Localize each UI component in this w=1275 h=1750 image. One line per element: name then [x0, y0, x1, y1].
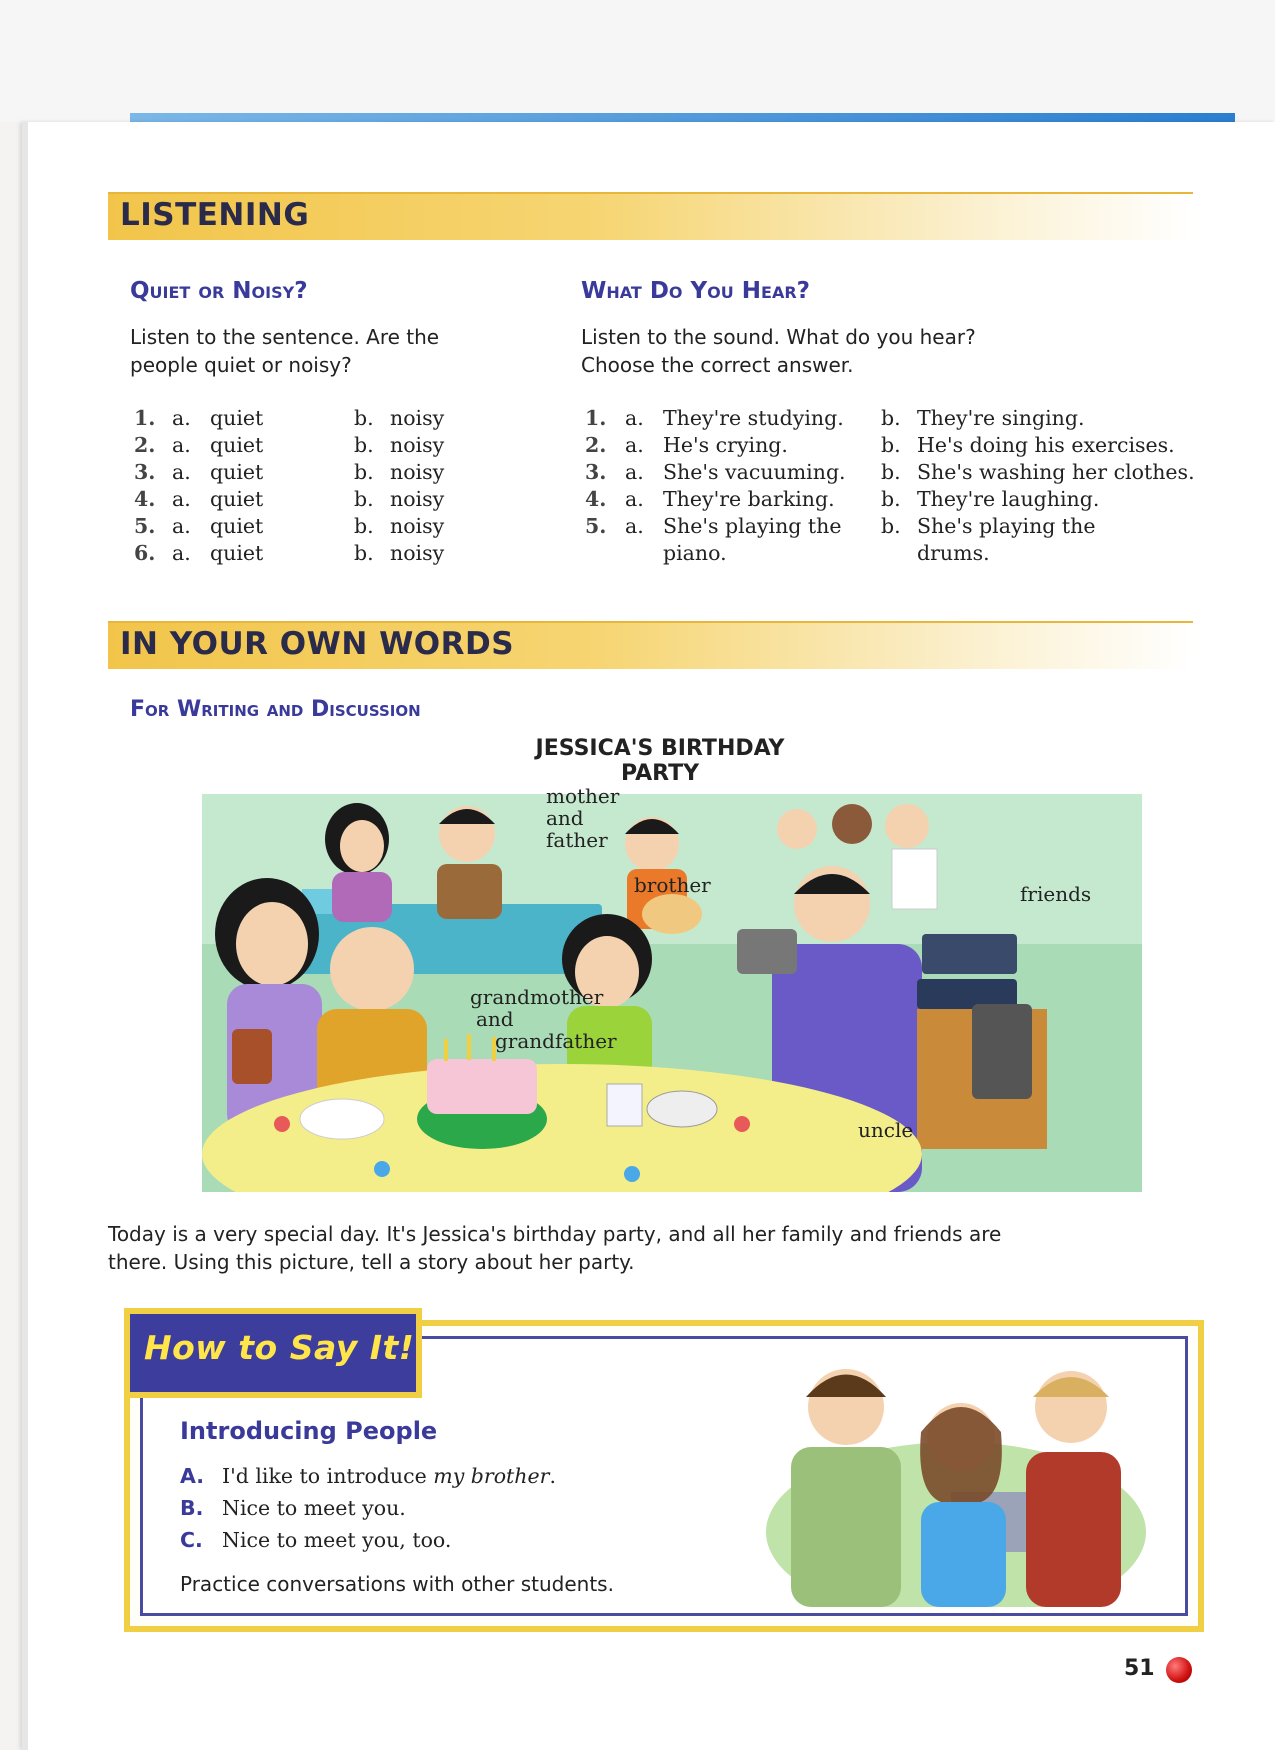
option-letter: a.: [172, 541, 191, 565]
instruction-line: Choose the correct answer.: [581, 353, 854, 377]
birthday-cake: [427, 1059, 537, 1114]
table-dot: [624, 1166, 640, 1182]
label-line: grandfather: [495, 1029, 617, 1053]
option-text: noisy: [390, 487, 445, 511]
option-text: noisy: [390, 406, 445, 430]
option-text: She's washing her clothes.: [917, 460, 1195, 484]
option-letter: b.: [354, 541, 374, 565]
cake-slice-plate: [300, 1099, 384, 1139]
option-text: They're barking.: [663, 487, 835, 511]
item-number: 6.: [134, 541, 156, 565]
story-prompt: [108, 1220, 1158, 1276]
option-text: piano.: [663, 541, 727, 565]
video-camera: [737, 929, 797, 974]
boy-body: [1026, 1452, 1121, 1607]
option-text: He's doing his exercises.: [917, 433, 1175, 457]
item-number: 5.: [585, 514, 607, 538]
list-item: [585, 433, 1225, 460]
conversation-text: [222, 1464, 556, 1488]
table-dot: [274, 1116, 290, 1132]
list-item: [134, 541, 464, 568]
option-letter: a.: [172, 487, 191, 511]
guitar: [642, 894, 702, 934]
option-text: They're singing.: [917, 406, 1085, 430]
introduction-illustration: [766, 1352, 1146, 1607]
list-item: [134, 406, 464, 433]
instruction-line: people quiet or noisy?: [130, 353, 352, 377]
instruction-line: Listen to the sentence. Are the: [130, 325, 440, 349]
option-letter: a.: [625, 514, 644, 538]
grandmother-mug: [232, 1029, 272, 1084]
option-letter: b.: [881, 487, 901, 511]
option-text: quiet: [210, 460, 264, 484]
list-item: [134, 433, 464, 460]
list-item: [134, 460, 464, 487]
candle: [444, 1039, 448, 1061]
man-body: [791, 1447, 901, 1607]
option-text: She's playing the: [663, 514, 842, 538]
what-do-you-hear-title: What Do You Hear?: [581, 278, 811, 304]
own-words-banner-title: IN YOUR OWN WORDS: [120, 626, 515, 662]
option-letter: b.: [881, 433, 901, 457]
mother-face: [340, 820, 384, 872]
list-item: [585, 406, 1225, 433]
option-letter: a.: [172, 406, 191, 430]
page-marker-dot: [1166, 1657, 1192, 1683]
top-margin: [0, 0, 1275, 122]
option-letter: a.: [625, 406, 644, 430]
option-text: quiet: [210, 487, 264, 511]
page-number: 51: [1124, 1656, 1155, 1681]
conversation-text-part: I'd like to introduce: [222, 1464, 434, 1488]
how-to-say-it-tab-inner: [130, 1314, 416, 1392]
what-do-you-hear-instructions: [581, 323, 976, 379]
woman-hair: [920, 1407, 1002, 1502]
listening-banner-title: LISTENING: [120, 197, 310, 233]
option-text: drums.: [917, 541, 990, 565]
item-number: 1.: [134, 406, 156, 430]
label-line: and: [476, 1007, 514, 1031]
grandfather-face: [330, 927, 414, 1011]
option-text: quiet: [210, 514, 264, 538]
option-letter: a.: [172, 433, 191, 457]
speaker-letter: A.: [180, 1464, 205, 1488]
birthday-party-illustration: [182, 794, 1182, 1192]
option-text: She's vacuuming.: [663, 460, 846, 484]
friend-boy-face: [832, 804, 872, 844]
option-letter: a.: [625, 487, 644, 511]
label-grandparents: [470, 986, 617, 1052]
option-letter: b.: [354, 406, 374, 430]
list-item: [134, 487, 464, 514]
option-text: They're studying.: [663, 406, 844, 430]
option-letter: a.: [172, 514, 191, 538]
item-number: 5.: [134, 514, 156, 538]
friend-body: [892, 849, 937, 909]
table-dot: [374, 1161, 390, 1177]
option-letter: a.: [172, 460, 191, 484]
list-item: [585, 460, 1225, 487]
option-text: quiet: [210, 433, 264, 457]
item-number: 2.: [585, 433, 607, 457]
option-text: They're laughing.: [917, 487, 1100, 511]
how-to-say-it-title: How to Say It!: [144, 1328, 415, 1367]
item-number: 4.: [585, 487, 607, 511]
option-letter: b.: [881, 406, 901, 430]
what-do-you-hear-list: [585, 406, 1225, 568]
option-letter: b.: [881, 460, 901, 484]
woman-body: [921, 1502, 1006, 1607]
option-text: noisy: [390, 460, 445, 484]
conversation-text: Nice to meet you.: [222, 1496, 406, 1520]
speaker-letter: B.: [180, 1496, 204, 1520]
story-line: Today is a very special day. It's Jessica's birthday party, and all her family and friends are: [108, 1222, 1002, 1246]
conversation-text-part: .: [549, 1464, 556, 1488]
list-item-continuation: [585, 541, 1225, 568]
how-to-say-it-tab: [124, 1308, 422, 1398]
own-words-banner: [108, 621, 1193, 669]
page-binding: [22, 122, 28, 1750]
list-item: [585, 487, 1225, 514]
option-letter: a.: [625, 433, 644, 457]
list-item: [585, 514, 1225, 541]
option-letter: b.: [881, 514, 901, 538]
option-text: quiet: [210, 541, 264, 565]
option-text: He's crying.: [663, 433, 788, 457]
item-number: 3.: [585, 460, 607, 484]
option-letter: b.: [354, 433, 374, 457]
conversation-text: Nice to meet you, too.: [222, 1528, 452, 1552]
label-line: and: [546, 806, 584, 830]
item-number: 1.: [585, 406, 607, 430]
option-text: She's playing the: [917, 514, 1096, 538]
table-dot: [734, 1116, 750, 1132]
label-mother-father: [546, 785, 619, 851]
writing-discussion-title: For Writing and Discussion: [130, 697, 421, 722]
option-text: quiet: [210, 406, 264, 430]
item-number: 4.: [134, 487, 156, 511]
story-line: there. Using this picture, tell a story about her party.: [108, 1250, 635, 1274]
father-body: [437, 864, 502, 919]
option-letter: b.: [354, 514, 374, 538]
friend-face: [885, 804, 929, 848]
listening-banner: [108, 192, 1193, 240]
list-item: [134, 514, 464, 541]
item-number: 2.: [134, 433, 156, 457]
quiet-or-noisy-instructions: [130, 323, 439, 379]
label-line: father: [546, 828, 608, 852]
empty-plate: [647, 1091, 717, 1127]
label-friends: friends: [1020, 882, 1092, 906]
quiet-or-noisy-title: Quiet or Noisy?: [130, 278, 308, 304]
option-letter: b.: [354, 460, 374, 484]
mother-body: [332, 872, 392, 922]
speaker: [972, 1004, 1032, 1099]
label-line: grandmother: [470, 985, 604, 1009]
label-uncle: uncle: [858, 1118, 914, 1142]
blue-page-edge: [130, 113, 1235, 122]
friend-girl-face: [777, 809, 817, 849]
speaker-letter: C.: [180, 1528, 203, 1552]
option-letter: a.: [625, 460, 644, 484]
conversation-emphasis: my brother: [433, 1464, 550, 1488]
quiet-or-noisy-list: [134, 406, 464, 568]
option-text: noisy: [390, 433, 445, 457]
label-brother: brother: [634, 873, 711, 897]
label-line: mother: [546, 784, 620, 808]
stereo-top: [922, 934, 1017, 974]
option-text: noisy: [390, 541, 445, 565]
introducing-people-title: Introducing People: [180, 1417, 438, 1445]
paper-cup: [607, 1084, 642, 1126]
item-number: 3.: [134, 460, 156, 484]
practice-instruction: Practice conversations with other students.: [180, 1572, 614, 1596]
grandmother-face: [236, 902, 308, 986]
picture-title: JESSICA'S BIRTHDAY PARTY: [535, 736, 785, 786]
kitchen-counter: [272, 904, 602, 974]
option-letter: b.: [354, 487, 374, 511]
instruction-line: Listen to the sound. What do you hear?: [581, 325, 976, 349]
option-text: noisy: [390, 514, 445, 538]
